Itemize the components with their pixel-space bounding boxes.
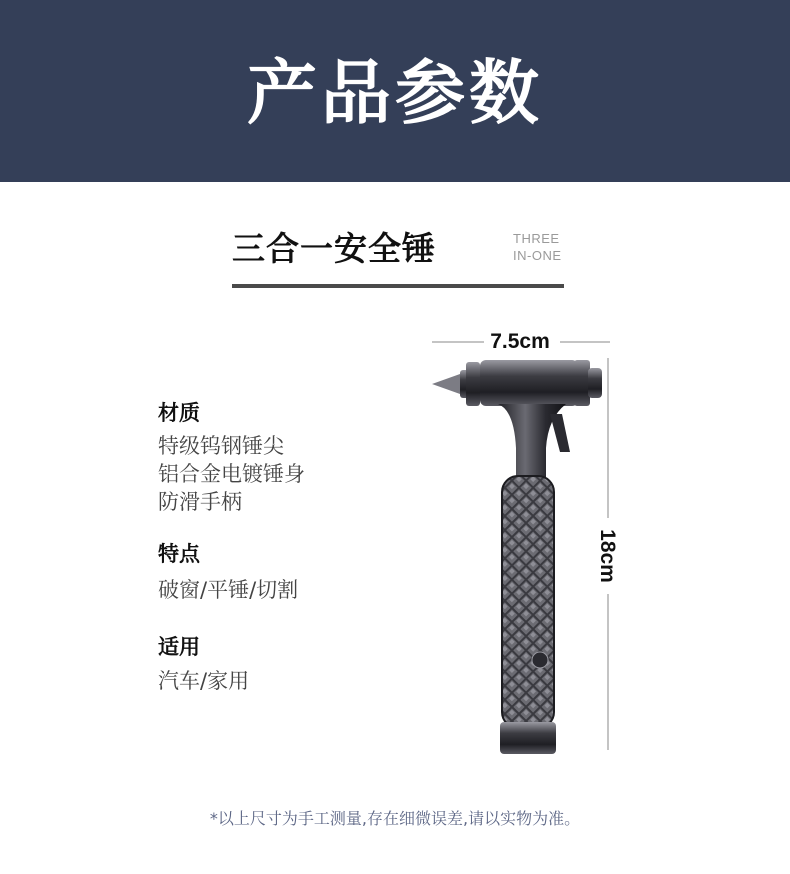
header-banner: [0, 0, 790, 182]
hammer-neck: [498, 404, 570, 478]
spec-line-material-1: 特级钨钢锤尖: [158, 434, 284, 458]
spec-line-usage-1: 汽车/家用: [158, 669, 250, 693]
height-label: 18cm: [596, 529, 619, 583]
hammer-head: [432, 360, 602, 406]
product-name-english-line1: THREE: [513, 231, 560, 246]
title-underline: [232, 284, 564, 288]
product-name-english-line2: IN-ONE: [513, 248, 562, 263]
spec-heading-material: 材质: [158, 401, 200, 425]
spec-heading-features: 特点: [158, 542, 200, 566]
spec-line-material-3: 防滑手柄: [158, 490, 242, 514]
spec-line-features-1: 破窗/平锤/切割: [158, 578, 299, 602]
banner-title: 产品参数: [247, 52, 543, 134]
hammer-handle: [500, 476, 556, 754]
product-name: 三合一安全锤: [232, 229, 436, 268]
measurement-disclaimer: *以上尺寸为手工测量,存在细微误差,请以实物为准。: [209, 809, 581, 828]
hammer-illustration: [420, 318, 630, 758]
spec-line-material-2: 铝合金电镀锤身: [158, 462, 305, 486]
width-label: 7.5cm: [490, 330, 550, 353]
spec-heading-usage: 适用: [158, 635, 200, 659]
product-name-english: [513, 230, 562, 264]
